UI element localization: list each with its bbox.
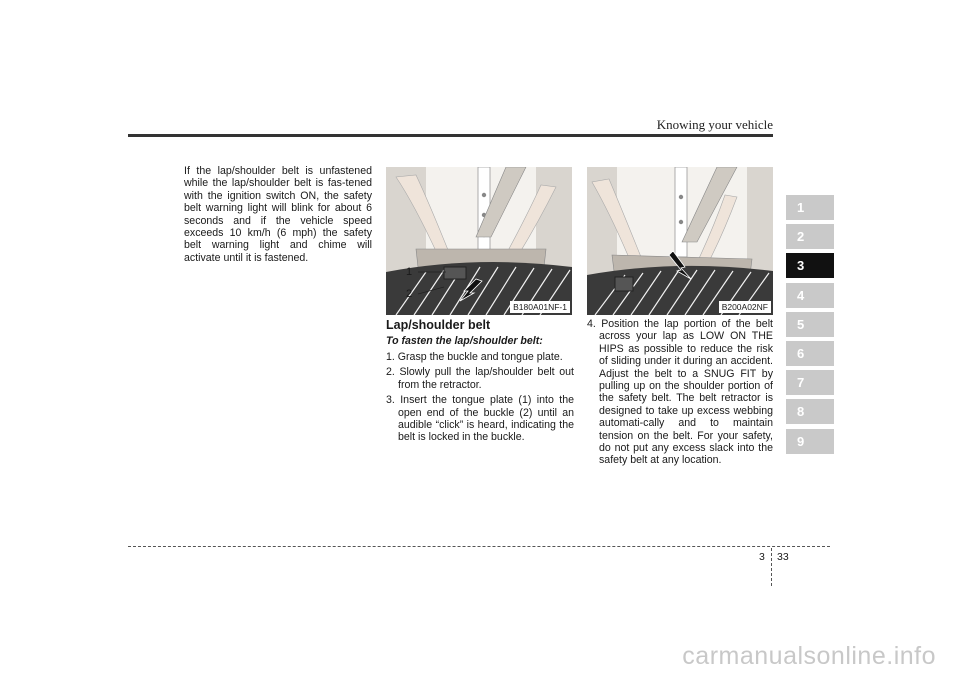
- chapter-tab-3[interactable]: 3: [786, 253, 834, 278]
- callout-1: 1: [406, 266, 413, 278]
- figure-adjust-belt: [587, 167, 773, 315]
- figure-fasten-belt: [386, 167, 572, 315]
- chapter-tabs: [786, 195, 834, 458]
- footer-chapter-number: 3: [759, 551, 765, 563]
- watermark: carmanualsonline.info: [682, 642, 936, 670]
- callout-2: 2: [406, 288, 413, 300]
- figure-fasten-belt-illustration: [386, 167, 572, 315]
- chapter-tab-1[interactable]: 1: [786, 195, 834, 220]
- warning-light-paragraph: If the lap/shoulder belt is unfastened while the lap/shoulder belt is fas-tened with the ignition switch ON, the safety belt warning light will blink for about 6 seconds and if the vehicle speed exceeds 10 km/h (6 mph) the safety belt warning light and chime will activate until it is fastened.: [184, 165, 372, 264]
- footer-rule: [128, 546, 830, 547]
- section-title: Lap/shoulder belt: [386, 318, 491, 332]
- steps-list-right: [587, 318, 773, 470]
- chapter-tab-5[interactable]: 5: [786, 312, 834, 337]
- header-title: Knowing your vehicle: [656, 117, 773, 132]
- chapter-tab-4[interactable]: 4: [786, 283, 834, 308]
- step-item: 1. Grasp the buckle and tongue plate.: [386, 351, 563, 363]
- steps-list-left: [386, 351, 574, 447]
- step-item: 3. Insert the tongue plate (1) into the open end of the buckle (2) until an audible “click” is heard, indicating the belt is locked in the buckle.: [386, 394, 574, 444]
- section-subtitle: To fasten the lap/shoulder belt:: [386, 335, 543, 347]
- chapter-tab-2[interactable]: 2: [786, 224, 834, 249]
- chapter-tab-6[interactable]: 6: [786, 341, 834, 366]
- footer-divider: [771, 548, 772, 586]
- step-item: 4. Position the lap portion of the belt across your lap as LOW ON THE HIPS as possible to reduce the risk of sliding under it during an accident. Adjust the belt to a SNUG FIT by pulling up on the shoulder portion of the safety belt. The belt retractor is designed to take up excess webbing automati-cally and to maintain tension on the belt. For your safety, do not put any excess slack into the safety belt at any location.: [587, 318, 773, 467]
- step-item: 2. Slowly pull the lap/shoulder belt out from the retractor.: [386, 366, 574, 391]
- chapter-tab-8[interactable]: 8: [786, 399, 834, 424]
- figure-code: B200A02NF: [719, 301, 771, 313]
- chapter-tab-9[interactable]: 9: [786, 429, 834, 454]
- chapter-tab-7[interactable]: 7: [786, 370, 834, 395]
- footer-page-number: 33: [777, 551, 789, 563]
- header-rule: [128, 134, 773, 137]
- figure-code: B180A01NF-1: [510, 301, 570, 313]
- figure-adjust-belt-illustration: [587, 167, 773, 315]
